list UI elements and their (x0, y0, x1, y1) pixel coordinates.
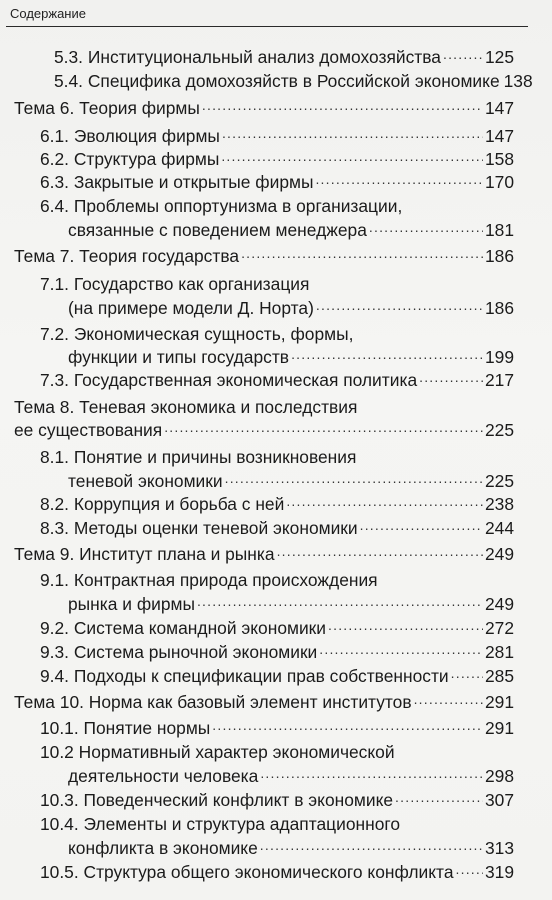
toc-entry-page: 158 (484, 149, 514, 169)
toc-entry-title-line1: 8.1. Понятие и причины возникновения (40, 447, 357, 467)
toc-entry-page: 225 (484, 471, 514, 491)
toc-entry-title: 8.3. Методы оценки теневой экономики (40, 518, 358, 538)
toc-leader-dots (315, 174, 483, 188)
toc-entry-title: 9.3. Система рыночной экономики (40, 642, 318, 662)
toc-chapter-title: Тема 7. Теория государства (14, 246, 240, 266)
toc-chapter-title: ее существования (14, 420, 163, 440)
toc-entry-page: 244 (484, 518, 514, 538)
toc-entry-title: конфликта в экономике (68, 838, 258, 858)
toc-entry-page: 291 (484, 692, 514, 712)
toc-leader-dots (202, 100, 483, 114)
toc-entry-title-line1: 10.4. Элементы и структура адаптационного (40, 814, 401, 834)
toc-leader-dots (395, 792, 483, 806)
toc-leader-dots (369, 222, 483, 236)
toc-leader-dots (260, 840, 483, 854)
toc-leader-dots (414, 694, 483, 708)
toc-entry-title-line1: 6.4. Проблемы оппортунизма в организации, (40, 196, 403, 216)
toc-entry-title-line1: 7.1. Государство как организация (40, 274, 310, 294)
toc-entry-title: функции и типы государств (68, 347, 290, 367)
toc-chapter-title-line1: Тема 8. Теневая экономика и последствия (14, 397, 358, 417)
toc-leader-dots (316, 300, 483, 314)
toc-chapter-title: Тема 10. Норма как базовый элемент институтов (14, 692, 412, 712)
toc-entry-page: 307 (484, 790, 514, 810)
toc-entry-title: 6.2. Структура фирмы (40, 149, 220, 169)
toc-entry-page: 125 (484, 47, 514, 67)
toc-chapter-title: Тема 6. Теория фирмы (14, 98, 200, 118)
toc-entry-title: 5.4. Специфика домохозяйств в Российской экономике (54, 71, 500, 91)
toc-entry-title: связанные с поведением менеджера (68, 220, 367, 240)
toc-entry-title: 5.3. Институциональный анализ домохозяйства (54, 47, 441, 67)
toc-leader-dots (456, 864, 483, 878)
toc-leader-dots (319, 644, 483, 658)
toc-entry-title-line1: 10.2 Нормативный характер экономической (40, 742, 395, 762)
toc-entry-page: 298 (484, 766, 514, 786)
toc-leader-dots (277, 546, 483, 560)
toc-entry-title: 6.1. Эволюция фирмы (40, 126, 220, 146)
toc-leader-dots (225, 473, 483, 487)
toc-entry-page: 217 (484, 370, 514, 390)
toc-entry-page: 281 (484, 642, 514, 662)
toc-entry-page: 313 (484, 838, 514, 858)
toc-entry-title: теневой экономики (68, 471, 223, 491)
toc-chapter-title: Тема 9. Институт плана и рынка (14, 544, 275, 564)
toc-entry-page: 138 (503, 71, 533, 91)
running-header-label: Содержание (10, 6, 86, 21)
toc-entry-title: 9.4. Подходы к спецификации прав собственности (40, 666, 449, 686)
toc-entry-title: 10.5. Структура общего экономического конфликта (40, 862, 454, 882)
toc-entry-page: 186 (484, 298, 514, 318)
toc-entry-page: 186 (484, 246, 514, 266)
toc-leader-dots (241, 248, 483, 262)
toc-leader-dots (328, 620, 483, 634)
toc-entry-title: рынка и фирмы (68, 594, 195, 614)
toc-entry-page: 170 (484, 172, 514, 192)
toc-entry-page: 249 (484, 544, 514, 564)
toc-entry-title: 6.3. Закрытые и открытые фирмы (40, 172, 314, 192)
toc-entry-page: 199 (484, 347, 514, 367)
toc-leader-dots (221, 151, 483, 165)
toc-entry-title-line1: 9.1. Контрактная природа происхождения (40, 570, 378, 590)
toc-entry-page: 147 (484, 126, 514, 146)
toc-entry-title: (на примере модели Д. Норта) (68, 298, 314, 318)
toc-entry-title: 10.1. Понятие нормы (40, 718, 211, 738)
toc-leader-dots (419, 372, 483, 386)
toc-entry-page: 319 (484, 862, 514, 882)
toc-entry-page: 291 (484, 718, 514, 738)
toc-entry-page: 249 (484, 594, 514, 614)
toc-leader-dots (164, 422, 483, 436)
toc-entry-title-line1: 7.2. Экономическая сущность, формы, (40, 324, 354, 344)
toc-entry-page: 181 (484, 220, 514, 240)
toc-entry-title: 8.2. Коррупция и борьба с ней (40, 494, 285, 514)
toc-entry-page: 285 (484, 666, 514, 686)
toc-leader-dots (360, 520, 483, 534)
toc-entry-title: 7.3. Государственная экономическая политика (40, 370, 418, 390)
toc-leader-dots (197, 596, 483, 610)
toc-leader-dots (286, 496, 483, 510)
toc-leader-dots (222, 128, 483, 142)
toc-leader-dots (443, 49, 483, 63)
toc-leader-dots (291, 349, 483, 363)
toc-entry-page: 147 (484, 98, 514, 118)
toc-leader-dots (260, 768, 483, 782)
toc-leader-dots (451, 668, 483, 682)
toc-entry-title: деятельности человека (68, 766, 259, 786)
toc-entry-title: 10.3. Поведенческий конфликт в экономике (40, 790, 394, 810)
toc-leader-dots (212, 720, 483, 734)
toc-entry-title: 9.2. Система командной экономики (40, 618, 327, 638)
toc-entry-page: 238 (484, 494, 514, 514)
toc-entry-page: 225 (484, 420, 514, 440)
toc-entry-page: 272 (484, 618, 514, 638)
